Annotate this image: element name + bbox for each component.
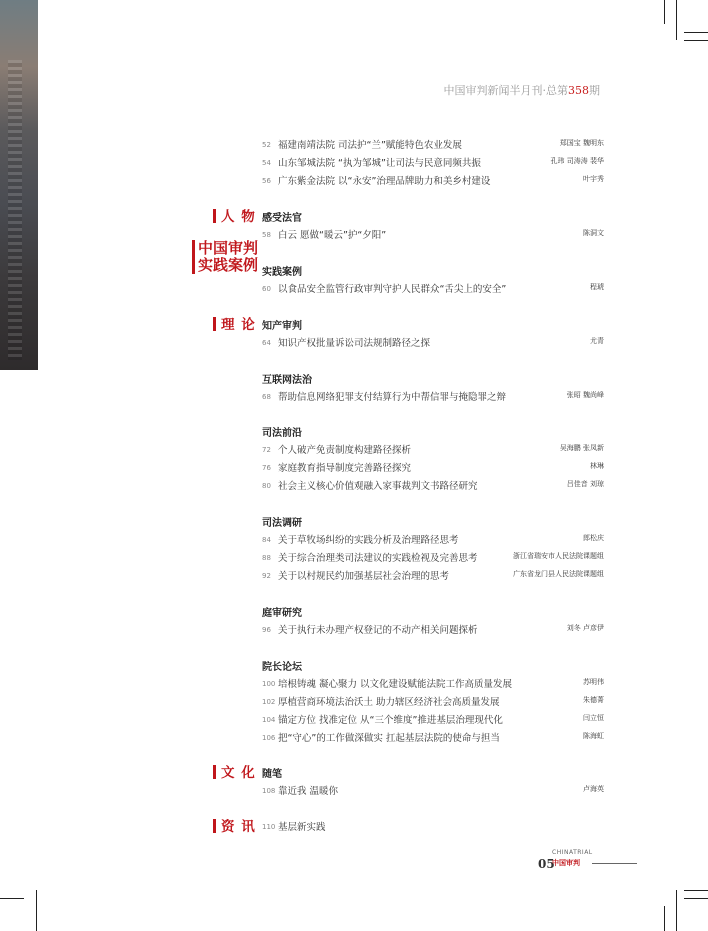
page-number: 88 xyxy=(262,554,271,562)
entry-title: 白云 愿做“暖云”护“夕阳” xyxy=(278,230,387,241)
toc-entry[interactable] xyxy=(262,155,604,171)
page-number: 05 xyxy=(538,857,555,871)
entry-title: 知识产权批量诉讼司法规制路径之探 xyxy=(278,338,431,349)
crop-mark xyxy=(36,890,37,931)
entry-author: 郎松庆 xyxy=(583,534,604,542)
page-number: 58 xyxy=(262,231,271,239)
subheading: 司法调研 xyxy=(262,518,302,529)
toc-entry[interactable] xyxy=(262,389,604,405)
entry-title: 厚植营商环境法治沃土 助力辖区经济社会高质量发展 xyxy=(278,697,500,708)
entry-title: 个人破产免责制度构建路径探析 xyxy=(278,445,412,456)
subheading: 知产审判 xyxy=(262,321,302,332)
entry-title: 培根铸魂 凝心聚力 以文化建设赋能法院工作高质量发展 xyxy=(278,679,513,690)
crop-mark xyxy=(684,898,708,899)
entry-title: 关于执行未办理产权登记的不动产相关问题探析 xyxy=(278,625,478,636)
entry-author: 陈洞文 xyxy=(583,229,604,237)
section-renwu: 人 物 xyxy=(213,205,256,225)
section-wenhua: 文 化 xyxy=(213,761,256,781)
section-bar xyxy=(213,209,216,223)
toc-entry[interactable] xyxy=(262,550,604,566)
footer-rule xyxy=(592,863,637,864)
page-number: 92 xyxy=(262,572,271,580)
subheading: 互联网法治 xyxy=(262,375,312,386)
toc-entry[interactable] xyxy=(262,137,604,153)
page-number: 104 xyxy=(262,716,276,724)
entry-title: 社会主义核心价值观融入家事裁判文书路径研究 xyxy=(278,481,478,492)
entry-author: 吴海鹏 张凤新 xyxy=(559,444,604,452)
toc-entry[interactable] xyxy=(262,173,604,189)
entry-title: 关于综合治理类司法建议的实践检视及完善思考 xyxy=(278,553,478,564)
subheading: 司法前沿 xyxy=(262,428,302,439)
entry-title: 帮助信息网络犯罪支付结算行为中帮信罪与掩隐罪之辩 xyxy=(278,392,507,403)
toc-entry[interactable] xyxy=(262,694,604,710)
page-number: 68 xyxy=(262,393,271,401)
toc-entry[interactable] xyxy=(262,730,604,746)
page-number: 80 xyxy=(262,482,271,490)
entry-author: 郑国宝 魏明东 xyxy=(559,139,604,147)
page-number: 60 xyxy=(262,285,271,293)
entry-author: 程琥 xyxy=(590,283,604,291)
subheading: 随笔 xyxy=(262,769,282,780)
page-number: 72 xyxy=(262,446,271,454)
crop-mark xyxy=(676,890,677,931)
subheading: 庭审研究 xyxy=(262,608,302,619)
entry-author: 孔玮 司涛涛 裴华 xyxy=(550,157,604,165)
page-footer xyxy=(538,849,593,872)
page-number: 106 xyxy=(262,734,276,742)
toc-entry[interactable] xyxy=(262,442,604,458)
crop-mark xyxy=(664,906,665,931)
toc-entry[interactable] xyxy=(262,478,604,494)
toc-entry[interactable] xyxy=(262,532,604,548)
toc-entry[interactable] xyxy=(262,460,604,476)
entry-title: 关于以村规民约加强基层社会治理的思考 xyxy=(278,571,450,582)
section-lilun: 理 论 xyxy=(213,313,256,333)
entry-author: 张昭 魏尚峰 xyxy=(566,391,604,399)
entry-author: 陈海虹 xyxy=(583,732,604,740)
page-number: 76 xyxy=(262,464,271,472)
edge-photo xyxy=(0,0,38,370)
entry-author: 吕佳音 刘琼 xyxy=(566,480,604,488)
section-bar xyxy=(213,765,216,779)
entry-author: 叶宇秀 xyxy=(583,175,604,183)
page-number: 102 xyxy=(262,698,276,706)
page-number: 52 xyxy=(262,141,271,149)
toc-entry[interactable] xyxy=(262,819,604,835)
subheading: 感受法官 xyxy=(262,213,302,224)
entry-author: 朱德菁 xyxy=(583,696,604,704)
entry-title: 山东邹城法院 “执为邹城”让司法与民意同频共振 xyxy=(278,158,481,169)
crop-mark xyxy=(684,890,708,891)
page-number: 64 xyxy=(262,339,271,347)
entry-author: 尤青 xyxy=(590,337,604,345)
entry-author: 浙江省瑞安市人民法院课题组 xyxy=(513,552,604,560)
toc-entry[interactable] xyxy=(262,281,604,297)
entry-title: 把“守心”的工作做深做实 扛起基层法院的使命与担当 xyxy=(278,733,500,744)
subheading: 院长论坛 xyxy=(262,662,302,673)
crop-mark xyxy=(676,0,677,40)
entry-title: 家庭教育指导制度完善路径探究 xyxy=(278,463,412,474)
entry-title: 靠近我 温暖你 xyxy=(278,786,339,797)
magazine-logo-en: CHINATRIAL xyxy=(552,849,593,856)
entry-author: 卢海英 xyxy=(583,785,604,793)
entry-author: 刘冬 卢彦伊 xyxy=(566,624,604,632)
entry-title: 锚定方位 找准定位 从“三个维度”推进基层治理现代化 xyxy=(278,715,503,726)
subheading: 实践案例 xyxy=(262,267,302,278)
entry-author: 苏明伟 xyxy=(583,678,604,686)
toc-entry[interactable] xyxy=(262,712,604,728)
entry-title: 福建南靖法院 司法护“兰”赋能特色农业发展 xyxy=(278,140,462,151)
page-number: 100 xyxy=(262,680,276,688)
page-number: 54 xyxy=(262,159,271,167)
page-number: 108 xyxy=(262,787,276,795)
toc-entry[interactable] xyxy=(262,783,604,799)
toc-entry[interactable] xyxy=(262,622,604,638)
entry-title: 广东紫金法院 以“永安”治理品牌助力和美乡村建设 xyxy=(278,176,491,187)
entry-author: 闫立恒 xyxy=(583,714,604,722)
section-practice-cases: 中国审判 实践案例 xyxy=(192,240,262,274)
toc-entry[interactable] xyxy=(262,335,604,351)
toc-entry[interactable] xyxy=(262,227,604,243)
section-bar xyxy=(213,819,216,833)
crop-mark xyxy=(664,0,665,24)
page-number: 84 xyxy=(262,536,271,544)
toc-entry[interactable] xyxy=(262,676,604,692)
section-bar xyxy=(213,317,216,331)
entry-title: 关于草牧场纠纷的实践分析及治理路径思考 xyxy=(278,535,459,546)
page-number: 56 xyxy=(262,177,271,185)
entry-title: 基层新实践 xyxy=(278,822,326,833)
crop-mark xyxy=(0,898,24,899)
entry-author: 广东省龙门县人民法院课题组 xyxy=(513,570,604,578)
crop-mark xyxy=(684,32,708,33)
page-number: 96 xyxy=(262,626,271,634)
entry-author: 林琳 xyxy=(590,462,604,470)
crop-mark xyxy=(684,40,708,41)
toc-entry[interactable] xyxy=(262,568,604,584)
magazine-logo-cn: 中国审判 xyxy=(552,859,580,867)
entry-title: 以食品安全监管行政审判守护人民群众“舌尖上的安全” xyxy=(278,284,507,295)
section-zixun: 资 讯 xyxy=(213,815,256,835)
page-number: 110 xyxy=(262,823,276,831)
running-head: 中国审判新闻半月刊·总第358期 xyxy=(443,84,600,97)
